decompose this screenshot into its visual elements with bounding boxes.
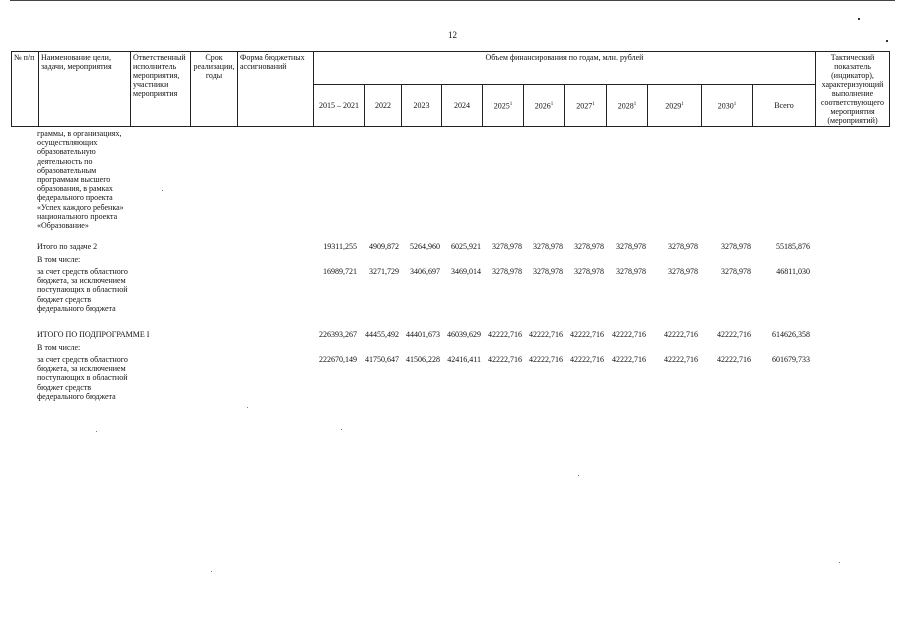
row-value: 42222,716 bbox=[488, 355, 522, 364]
year-header: Всего bbox=[753, 85, 816, 127]
row-value: 3278,978 bbox=[492, 267, 522, 276]
row-value: 55185,876 bbox=[776, 242, 810, 251]
year-header: 2024 bbox=[442, 85, 483, 127]
header-col-term: Срок реализации, годы bbox=[191, 52, 238, 127]
row-value: 42416,411 bbox=[447, 355, 481, 364]
row-value: 226393,267 bbox=[319, 330, 357, 339]
row-value: 42222,716 bbox=[488, 330, 522, 339]
scan-speck bbox=[96, 431, 97, 432]
row-value: 16989,721 bbox=[323, 267, 357, 276]
row-value: 44401,673 bbox=[406, 330, 440, 339]
row-value: 3278,978 bbox=[721, 267, 751, 276]
year-header: 2030$^1$ bbox=[702, 85, 753, 127]
row-value: 42222,716 bbox=[664, 355, 698, 364]
header-col-name: Наименование цели, задачи, мероприятия bbox=[39, 52, 131, 127]
row-value: 46039,629 bbox=[447, 330, 481, 339]
row-value: 3271,729 bbox=[369, 267, 399, 276]
row-value: 46811,030 bbox=[776, 267, 810, 276]
row-value: 42222,716 bbox=[664, 330, 698, 339]
row-value: 44455,492 bbox=[365, 330, 399, 339]
row-value: 3278,978 bbox=[668, 267, 698, 276]
row-value: 42222,716 bbox=[612, 330, 646, 339]
row-value: 42222,716 bbox=[612, 355, 646, 364]
row-value: 42222,716 bbox=[570, 330, 604, 339]
year-header: 2029$^1$ bbox=[648, 85, 702, 127]
row-value: 42222,716 bbox=[717, 355, 751, 364]
scan-speck bbox=[858, 18, 860, 20]
row-label: за счет средств областного бюджета, за исключением поступающих в областной бюджет средств федерального бюджета bbox=[37, 267, 128, 313]
year-header: 2028$^1$ bbox=[607, 85, 648, 127]
row-value: 4909,872 bbox=[369, 242, 399, 251]
row-label: за счет средств областного бюджета, за исключением поступающих в областной бюджет средств федерального бюджета bbox=[37, 355, 128, 401]
scan-speck bbox=[341, 429, 342, 430]
row-value: 41750,647 bbox=[365, 355, 399, 364]
year-header: 2026$^1$ bbox=[524, 85, 565, 127]
row-value: 3469,014 bbox=[451, 267, 481, 276]
row-value: 3278,978 bbox=[668, 242, 698, 251]
row-label: граммы, в организациях, осуществляющих образовательную деятельность по образовательным программам высшего образования, в рамках федерального проекта «Успех каждого ребенка» национального проекта «Образование» bbox=[37, 129, 124, 231]
row-value: 6025,921 bbox=[451, 242, 481, 251]
row-value: 3278,978 bbox=[533, 267, 563, 276]
row-value: 5264,960 bbox=[410, 242, 440, 251]
scan-speck bbox=[162, 190, 163, 191]
scan-speck bbox=[839, 562, 840, 563]
header-col-indicator: Тактический показатель (индикатор), характеризующий выполнение соответствующего мероприятия (мероприятий) bbox=[816, 52, 890, 127]
year-header: 2027$^1$ bbox=[565, 85, 607, 127]
row-value: 42222,716 bbox=[529, 330, 563, 339]
row-value: 41506,228 bbox=[406, 355, 440, 364]
row-value: 42222,716 bbox=[529, 355, 563, 364]
year-header: 2023 bbox=[402, 85, 442, 127]
row-value: 19311,255 bbox=[323, 242, 357, 251]
row-value: 3278,978 bbox=[574, 242, 604, 251]
header-table bbox=[11, 51, 890, 127]
row-label: ИТОГО ПО ПОДПРОГРАММЕ I bbox=[37, 330, 150, 339]
scan-speck bbox=[886, 40, 888, 42]
row-value: 3278,978 bbox=[574, 267, 604, 276]
row-value: 3278,978 bbox=[616, 242, 646, 251]
year-header: 2025$^1$ bbox=[483, 85, 524, 127]
row-value: 42222,716 bbox=[570, 355, 604, 364]
year-header: 2022 bbox=[365, 85, 402, 127]
row-value: 3278,978 bbox=[533, 242, 563, 251]
header-col-form: Форма бюджетных ассигнований bbox=[238, 52, 314, 127]
scan-speck bbox=[578, 475, 579, 476]
row-value: 601679,733 bbox=[772, 355, 810, 364]
row-value: 3406,697 bbox=[410, 267, 440, 276]
row-label: В том числе: bbox=[37, 343, 81, 352]
row-value: 222670,149 bbox=[319, 355, 357, 364]
row-label: Итого по задаче 2 bbox=[37, 242, 98, 251]
row-value: 42222,716 bbox=[717, 330, 751, 339]
scan-speck bbox=[247, 407, 248, 408]
row-value: 3278,978 bbox=[721, 242, 751, 251]
row-label: В том числе: bbox=[37, 255, 81, 264]
page-number: 12 bbox=[448, 30, 457, 40]
year-header: 2015 – 2021 bbox=[314, 85, 365, 127]
top-rule bbox=[10, 0, 895, 1]
row-value: 3278,978 bbox=[492, 242, 522, 251]
header-col-executor: Ответственный исполнитель мероприятия, участники мероприятия bbox=[131, 52, 191, 127]
header-col-funding: Объем финансирования по годам, млн. рублей bbox=[314, 52, 816, 85]
row-value: 3278,978 bbox=[616, 267, 646, 276]
scan-speck bbox=[211, 571, 212, 572]
row-value: 614626,358 bbox=[772, 330, 810, 339]
header-col-no: № п/п bbox=[12, 52, 39, 127]
